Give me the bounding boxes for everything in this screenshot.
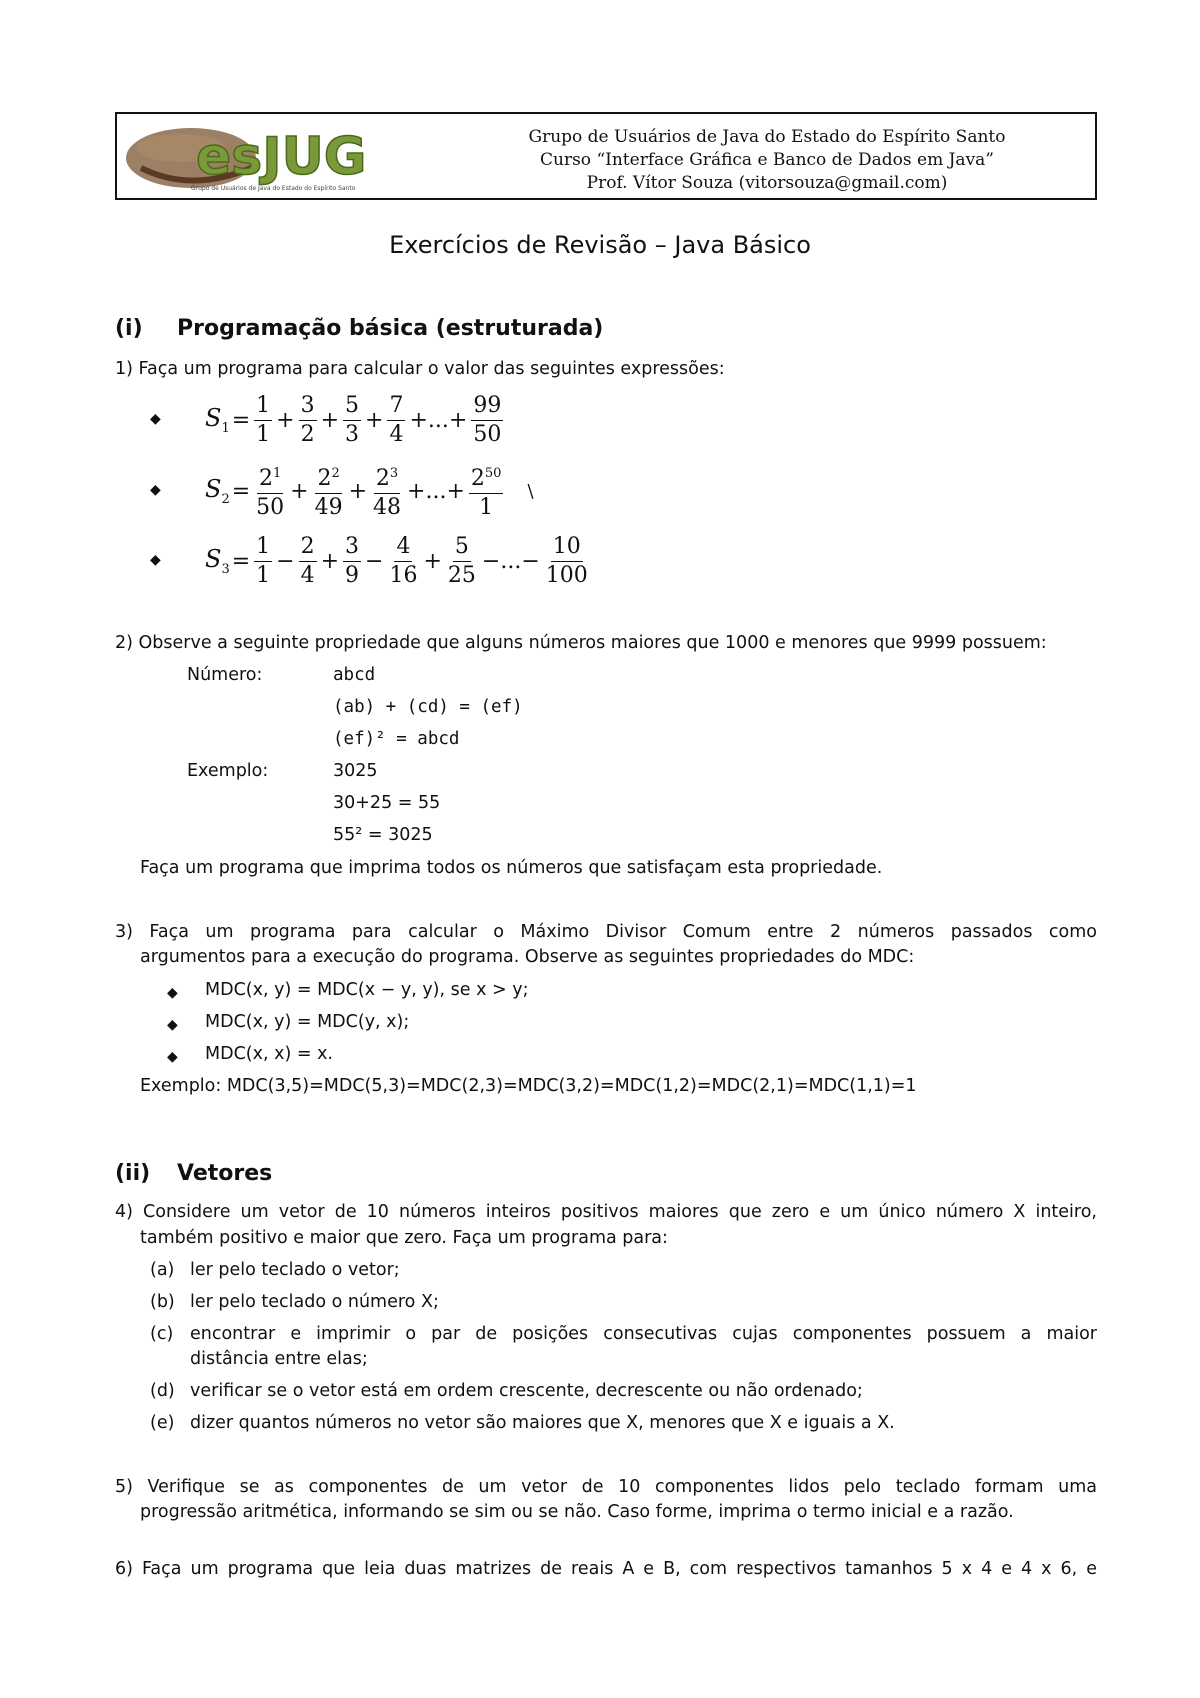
fraction: $\frac{3}{2}$ — [300, 392, 315, 447]
mdc-property: MDC(x, y) = MDC(x − y, y), se x > y; — [205, 980, 529, 1000]
section-heading-vectors — [115, 1160, 272, 1188]
item-label: (c) — [150, 1324, 174, 1344]
numero-line: abcd — [333, 665, 376, 685]
fraction: $\frac{3}{9}$ — [345, 533, 360, 588]
exemplo-line: 55² = 3025 — [333, 825, 433, 845]
question-2-closing: Faça um programa que imprima todos os números que satisfaçam esta propriedade. — [140, 858, 883, 878]
item-text: encontrar e imprimir o par de posições consecutivas cujas componentes possuem a maior — [190, 1324, 1097, 1344]
diamond-bullet-icon: ◆ — [150, 411, 161, 427]
expression-s3: $S_3$ = $\frac{1}{1}$ − $\frac{2}{4}$ + $\frac{3}{9}$ − $\frac{4}{16}$ + $\frac{5}{25}$ −...− $\frac{10}{100}$ — [205, 533, 588, 588]
exemplo-line: 3025 — [333, 761, 378, 781]
fraction: $\frac{2^1}{50}$ — [254, 460, 286, 522]
fraction: $\frac{2^3}{48}$ — [371, 460, 403, 522]
section-number: (i) — [115, 316, 143, 341]
question-1-text: 1) Faça um programa para calcular o valor das seguintes expressões: — [115, 359, 725, 379]
question-5-line-2: progressão aritmética, informando se sim ou se não. Caso forme, imprima o termo inicial e a razão. — [140, 1502, 1014, 1522]
header-line-professor: Prof. Vítor Souza (vitorsouza@gmail.com) — [586, 173, 948, 193]
fraction: $\frac{2}{4}$ — [300, 533, 315, 588]
question-5-line-1: 5) Verifique se as componentes de um vetor de 10 componentes lidos pelo teclado formam uma — [115, 1477, 1097, 1497]
section-heading-basic — [115, 315, 603, 343]
numero-line: (ab) + (cd) = (ef) — [333, 697, 523, 717]
fraction: $\frac{2^2}{49}$ — [313, 460, 345, 522]
fraction: $\frac{4}{16}$ — [389, 533, 418, 588]
fraction: $\frac{10}{100}$ — [545, 533, 588, 588]
header-text — [507, 126, 1027, 195]
mdc-example: Exemplo: MDC(3,5)=MDC(5,3)=MDC(2,3)=MDC(3,2)=MDC(1,2)=MDC(2,1)=MDC(1,1)=1 — [140, 1076, 917, 1096]
fraction: $\frac{7}{4}$ — [389, 392, 404, 447]
exemplo-line: 30+25 = 55 — [333, 793, 441, 813]
item-label: (b) — [150, 1292, 175, 1312]
expression-s2: $S_2$ = $\frac{2^1}{50}$ + $\frac{2^2}{49}$ + $\frac{2^3}{48}$ +...+ $\frac{2^{50}}{1}$ \ — [205, 459, 536, 523]
diamond-bullet-icon: ◆ — [150, 482, 161, 498]
equals-sign: = — [231, 478, 251, 504]
item-label: (e) — [150, 1413, 175, 1433]
mdc-property: MDC(x, x) = x. — [205, 1044, 333, 1064]
fraction: $\frac{2^{50}}{1}$ — [469, 460, 504, 522]
question-2-text: 2) Observe a seguinte propriedade que alguns números maiores que 1000 e menores que 9999 possuem: — [115, 633, 1047, 653]
fraction: $\frac{99}{50}$ — [473, 392, 502, 447]
numero-label: Número: — [187, 665, 263, 685]
numero-line: (ef)² = abcd — [333, 729, 460, 749]
equals-sign: = — [231, 548, 251, 574]
item-text-continued: distância entre elas; — [190, 1349, 368, 1369]
trailing-backslash: \ — [527, 480, 534, 502]
question-6-line-1: 6) Faça um programa que leia duas matrizes de reais A e B, com respectivos tamanhos 5 x 4 e 4 x 6, e — [115, 1559, 1097, 1579]
math-symbol: $S_3$ — [205, 545, 230, 577]
ellipsis: +...+ — [409, 407, 468, 433]
item-text: ler pelo teclado o vetor; — [190, 1260, 400, 1280]
item-text: ler pelo teclado o número X; — [190, 1292, 439, 1312]
diamond-bullet-icon: ◆ — [150, 552, 161, 568]
math-symbol: $S_2$ — [205, 475, 230, 507]
exemplo-label: Exemplo: — [187, 761, 269, 781]
mdc-property: MDC(x, y) = MDC(y, x); — [205, 1012, 410, 1032]
esjug-logo — [121, 118, 421, 196]
diamond-bullet-icon: ◆ — [167, 1017, 178, 1033]
header-line-course: Curso “Interface Gráfica e Banco de Dados em Java” — [540, 150, 994, 170]
diamond-bullet-icon: ◆ — [167, 985, 178, 1001]
question-3-line-1: 3) Faça um programa para calcular o Máximo Divisor Comum entre 2 números passados como — [115, 922, 1097, 942]
item-text: verificar se o vetor está em ordem crescente, decrescente ou não ordenado; — [190, 1381, 863, 1401]
expression-s1: $S_1$ = $\frac{1}{1}$ + $\frac{3}{2}$ + $\frac{5}{3}$ + $\frac{7}{4}$ +...+ $\frac{99}{50}$ — [205, 392, 502, 447]
section-label: Programação básica (estruturada) — [177, 316, 604, 341]
logo-subtext: Grupo de Usuários de Java do Estado do Espírito Santo — [191, 185, 356, 192]
ellipsis: +...+ — [407, 478, 465, 504]
fraction: $\frac{1}{1}$ — [256, 533, 271, 588]
ellipsis: −...− — [481, 548, 540, 574]
item-label: (a) — [150, 1260, 175, 1280]
section-number: (ii) — [115, 1161, 151, 1186]
question-4-line-2: também positivo e maior que zero. Faça um programa para: — [140, 1228, 668, 1248]
section-label: Vetores — [177, 1161, 273, 1186]
question-4-line-1: 4) Considere um vetor de 10 números inteiros positivos maiores que zero e um único número X inteiro, — [115, 1202, 1097, 1222]
fraction: $\frac{5}{3}$ — [345, 392, 360, 447]
header-line-group: Grupo de Usuários de Java do Estado do Espírito Santo — [528, 127, 1006, 147]
fraction: $\frac{1}{1}$ — [256, 392, 271, 447]
item-text: dizer quantos números no vetor são maiores que X, menores que X e iguais a X. — [190, 1413, 895, 1433]
fraction: $\frac{5}{25}$ — [447, 533, 476, 588]
question-3-line-2: argumentos para a execução do programa. Observe as seguintes propriedades do MDC: — [140, 947, 915, 967]
item-label: (d) — [150, 1381, 175, 1401]
equals-sign: = — [231, 407, 251, 433]
page-title: Exercícios de Revisão – Java Básico — [389, 231, 811, 259]
math-symbol: $S_1$ — [205, 404, 230, 436]
diamond-bullet-icon: ◆ — [167, 1049, 178, 1065]
logo-wordmark: esJUG — [196, 127, 367, 187]
header-box — [115, 112, 1097, 200]
